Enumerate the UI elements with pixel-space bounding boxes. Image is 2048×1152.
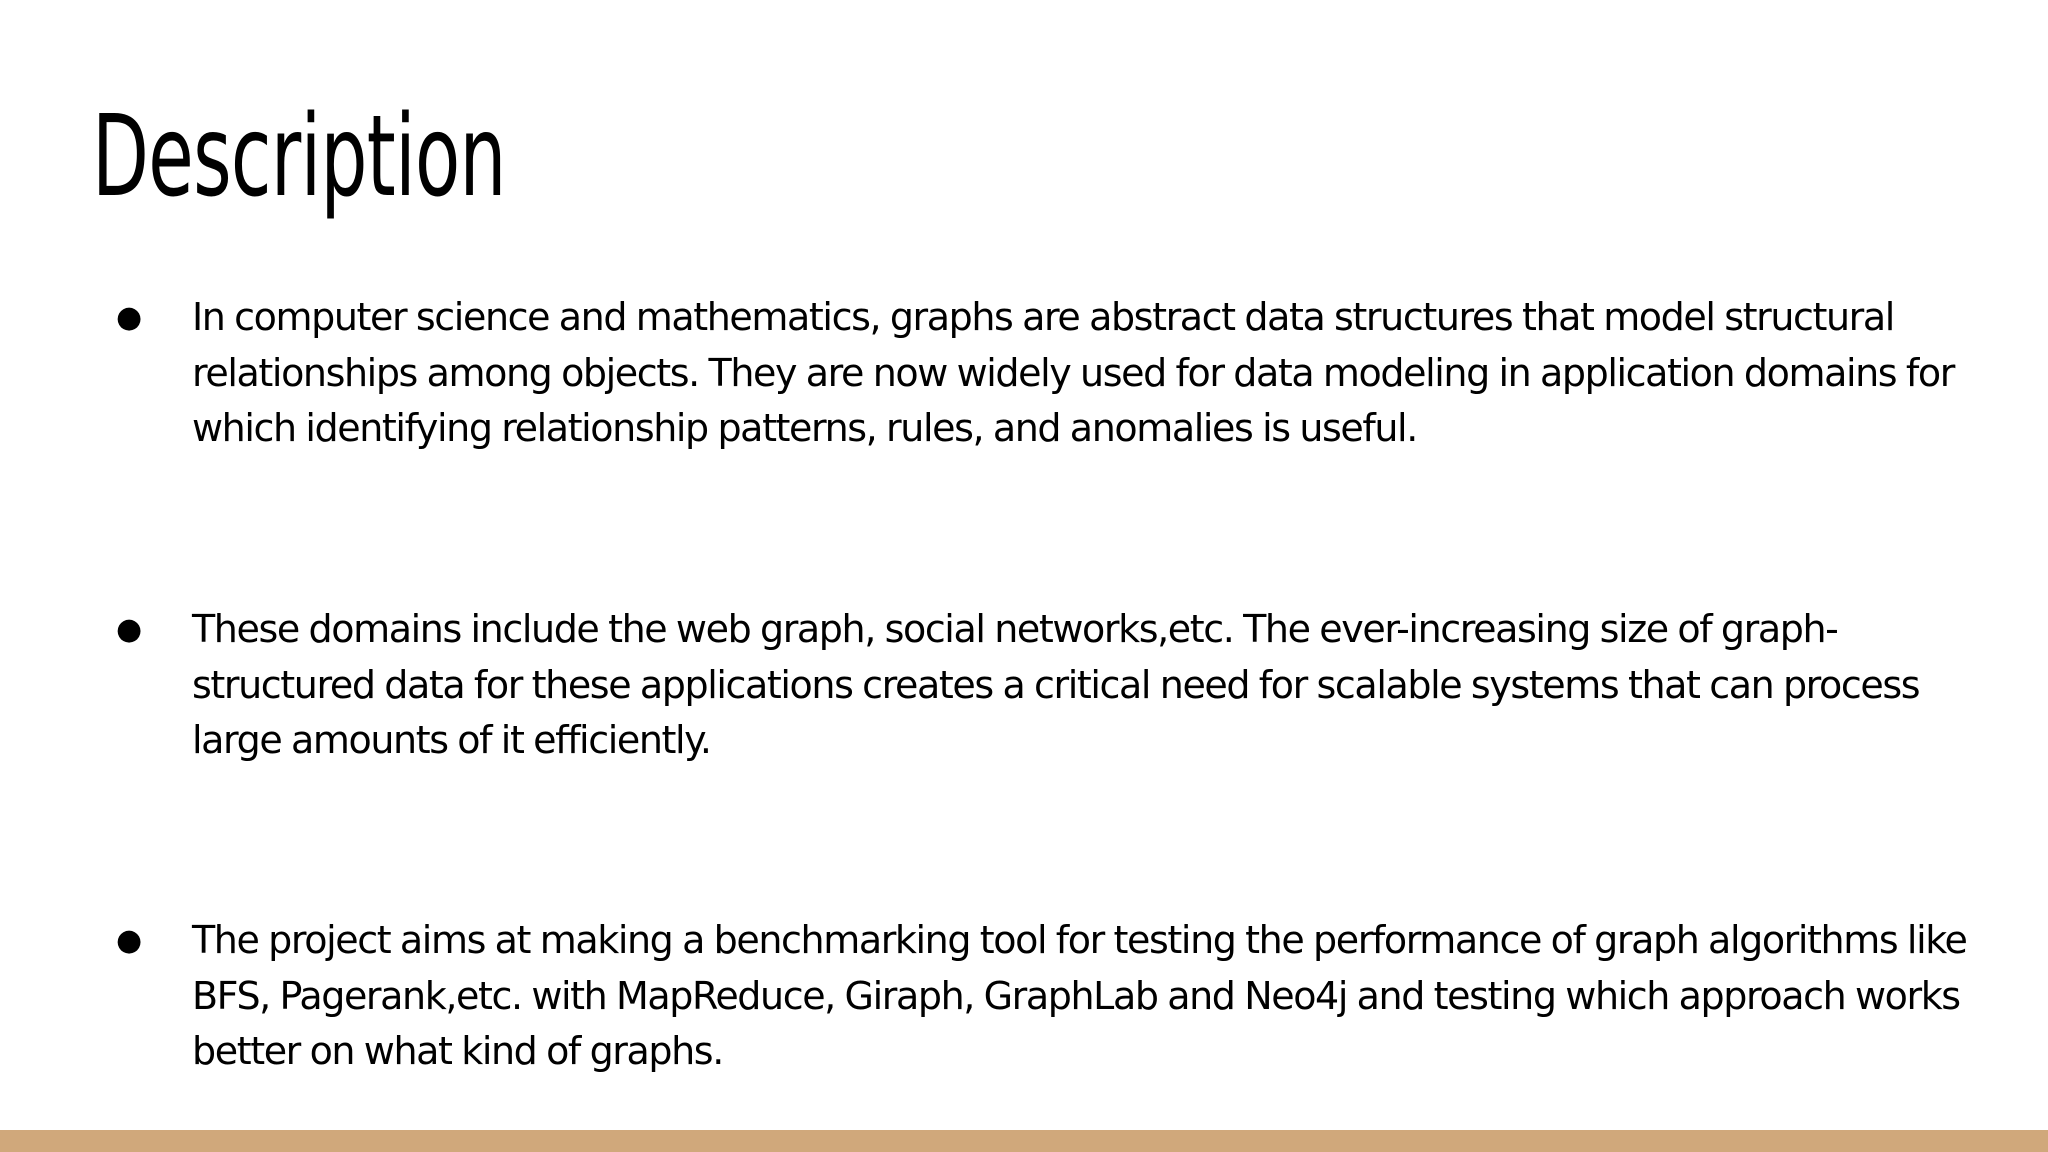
- bullet-item: [116, 290, 1976, 457]
- bullet-marker-icon: ●: [116, 923, 143, 958]
- slide-title: Description: [92, 92, 506, 222]
- bullet-item: [116, 602, 1976, 769]
- bullet-text: These domains include the web graph, social networks,etc. The ever-increasing size of graph-structured data for these applications creates a critical need for scalable systems that can process large amounts of it efficiently.: [192, 607, 1920, 762]
- bullet-item: [116, 913, 1976, 1080]
- bullet-marker-icon: ●: [116, 300, 143, 335]
- footer-accent-bar: [0, 1130, 2048, 1152]
- bullet-text: The project aims at making a benchmarking tool for testing the performance of graph algorithms like BFS, Pagerank,etc. with MapReduce, Giraph, GraphLab and Neo4j and testing which approach works better on what kind of graphs.: [192, 918, 1967, 1073]
- bullet-marker-icon: ●: [116, 612, 143, 647]
- bullet-text: In computer science and mathematics, graphs are abstract data structures that model structural relationships among objects. They are now widely used for data modeling in application domains for which identifying relationship patterns, rules, and anomalies is useful.: [192, 295, 1954, 450]
